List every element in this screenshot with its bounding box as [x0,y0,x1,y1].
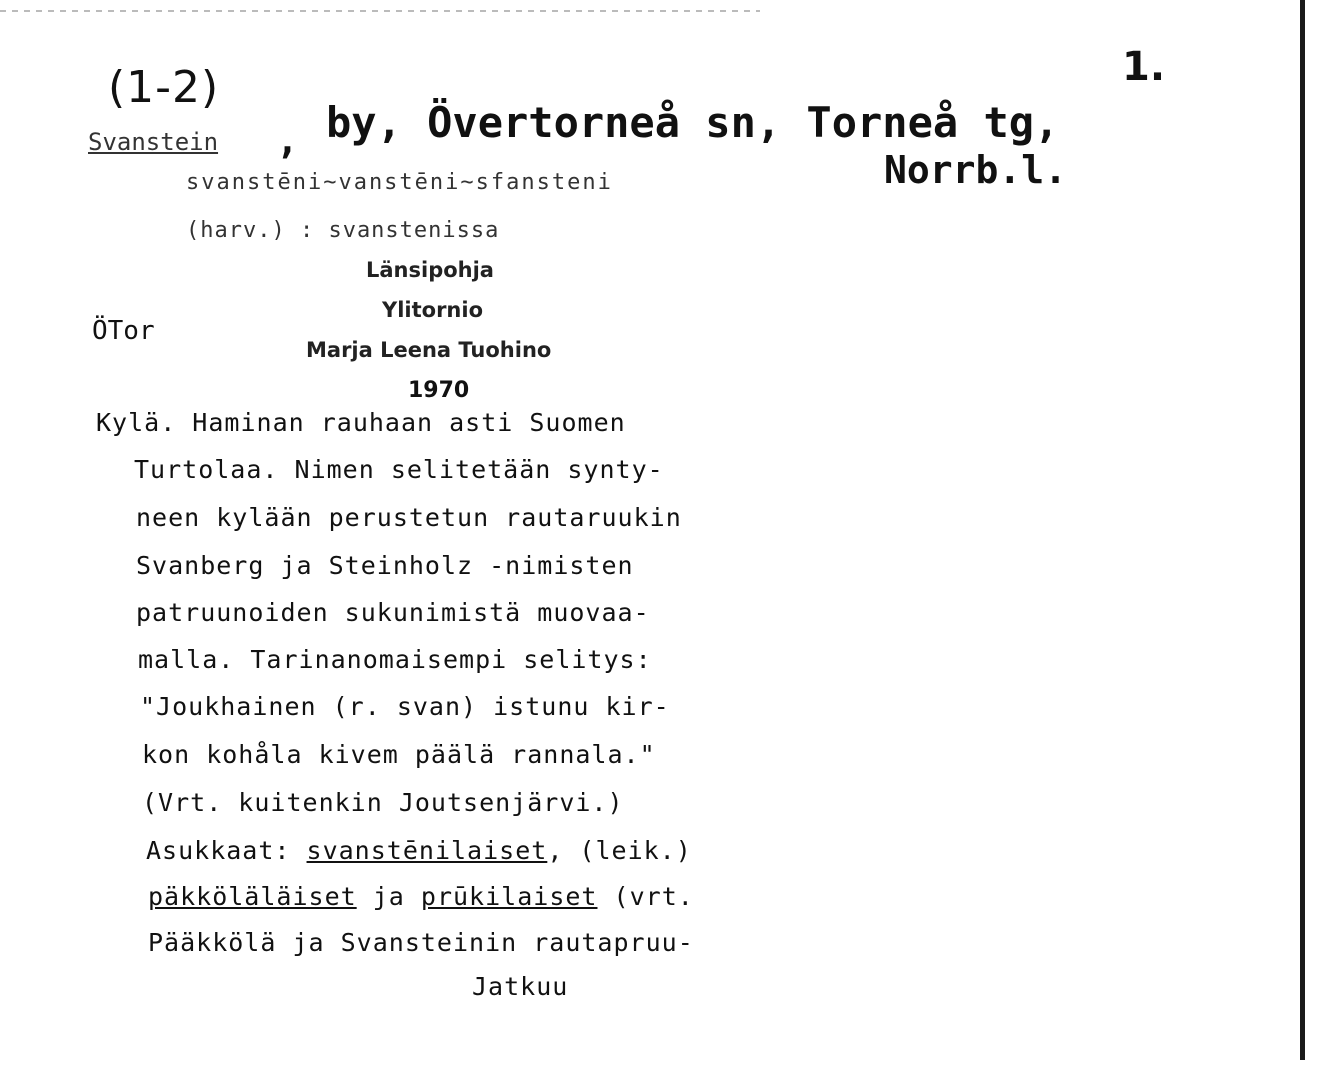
pronunciation-variants: svanstēni~vanstēni~sfansteni [186,170,613,195]
body-line: Turtolaa. Nimen selitetään synty- [134,455,664,484]
heading-county: Norrb.l. [884,148,1068,192]
card-number: 1. [1122,44,1166,90]
place-name: Svanstein [88,128,219,156]
continuation-note: Jatkuu [472,972,569,1001]
pronunciation-inflection: (harv.) : svanstenissa [186,218,500,243]
residents-label: Asukkaat: [146,836,291,865]
reference-number: (1-2) [108,62,220,113]
heading-comma: , [276,118,299,162]
card-right-edge [1300,0,1305,1060]
residents-line [146,836,692,865]
body-line: neen kylään perustetun rautaruukin [136,503,682,532]
body-line: malla. Tarinanomaisempi selitys: [138,645,652,674]
body-line: (Vrt. kuitenkin Joutsenjärvi.) [142,788,624,817]
stamp-parish: Ylitornio [382,298,484,322]
resident-term: prūkilaiset [420,882,598,911]
stamp-region: Länsipohja [366,258,494,282]
stamp-year: 1970 [408,378,470,403]
body-line: kon kohåla kivem päälä rannala." [142,740,656,769]
parish-abbreviation: ÖTor [92,316,155,346]
residents-joiner: ja [372,882,405,911]
body-line: Svanberg ja Steinholz -nimisten [136,551,634,580]
heading-location: by, Övertorneå sn, Torneå tg, [326,98,1060,147]
stamp-collector: Marja Leena Tuohino [306,338,552,362]
body-line: Pääkkölä ja Svansteinin rautapruu- [148,928,694,957]
resident-term: päkköläläiset [148,882,357,911]
residents-note: (vrt. [613,882,694,911]
body-line: "Joukhainen (r. svan) istunu kir- [140,692,670,721]
card-top-edge [0,10,760,12]
residents-line [148,882,694,911]
body-line: Kylä. Haminan rauhaan asti Suomen [96,408,626,437]
body-line: patruunoiden sukunimistä muovaa- [136,598,650,627]
residents-note: , (leik.) [547,836,692,865]
resident-term: svanstēnilaiset [306,836,548,865]
